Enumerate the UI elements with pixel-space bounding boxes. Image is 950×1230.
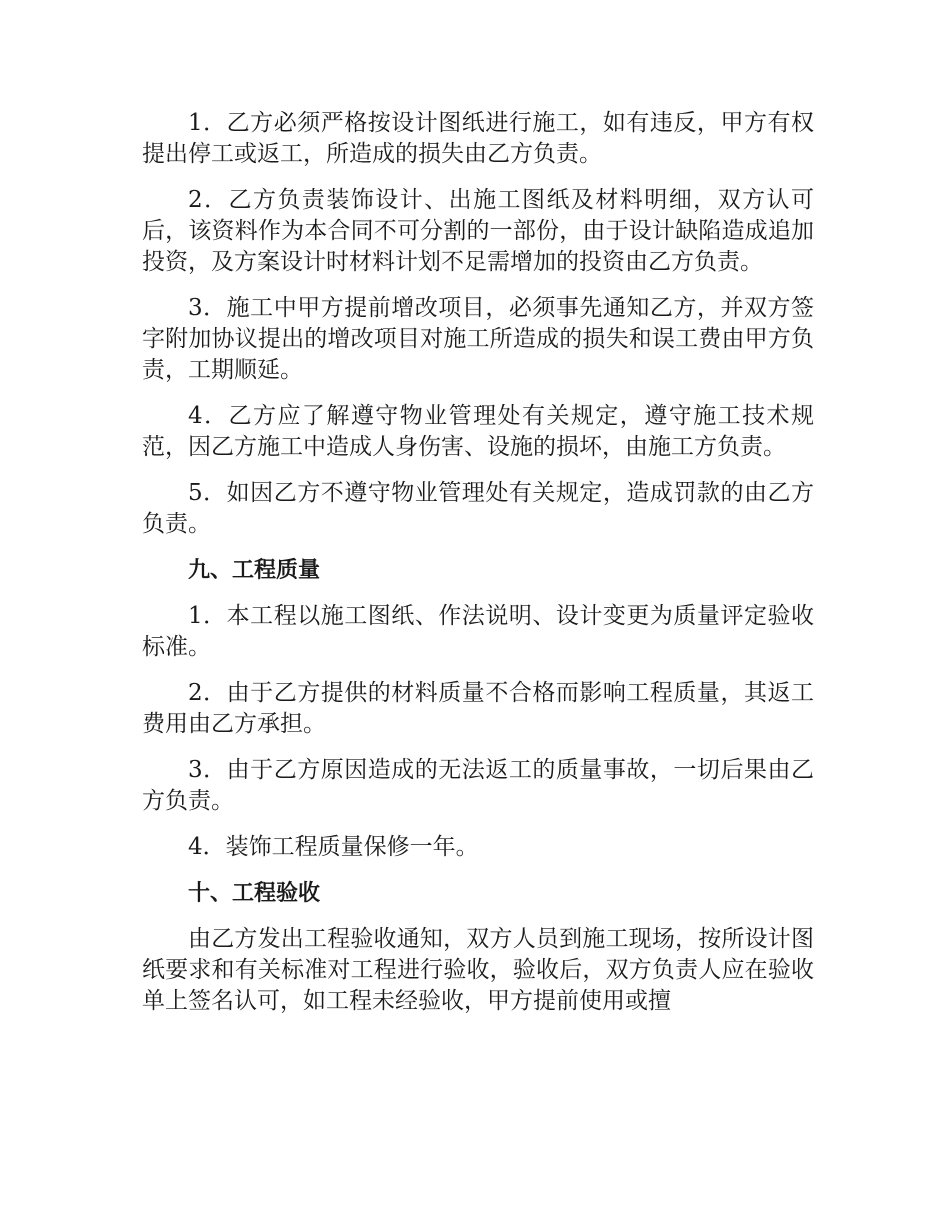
clause-9-3: 3．由于乙方原因造成的无法返工的质量事故，一切后果由乙方负责。: [142, 757, 814, 814]
clause-9-4: 4．装饰工程质量保修一年。: [188, 834, 479, 860]
clause-8-1: 1．乙方必须严格按设计图纸进行施工，如有违反，甲方有权提出停工或返工，所造成的损失由乙方负责。: [142, 110, 814, 167]
clause-9-1: 1．本工程以施工图纸、作法说明、设计变更为质量评定验收标准。: [142, 603, 814, 660]
clause-8-3: 3．施工中甲方提前增改项目，必须事先通知乙方，并双方签字附加协议提出的增改项目对施工所造成的损失和误工费由甲方负责，工期顺延。: [142, 295, 814, 383]
clause-10-body: 由乙方发出工程验收通知，双方人员到施工现场，按所设计图纸要求和有关标准对工程进行验收，验收后，双方负责人应在验收单上签名认可，如工程未经验收，甲方提前使用或擅: [142, 926, 814, 1014]
clause-8-4: 4．乙方应了解遵守物业管理处有关规定，遵守施工技术规范，因乙方施工中造成人身伤害、设施的损坏，由施工方负责。: [142, 403, 814, 460]
section-heading-acceptance: 十、工程验收: [188, 881, 321, 906]
section-heading-quality: 九、工程质量: [188, 558, 321, 583]
document-page: [142, 108, 814, 1032]
clause-9-2: 2．由于乙方提供的材料质量不合格而影响工程质量，其返工费用由乙方承担。: [142, 680, 814, 737]
clause-8-5: 5．如因乙方不遵守物业管理处有关规定，造成罚款的由乙方负责。: [142, 480, 814, 537]
clause-8-2: 2．乙方负责装饰设计、出施工图纸及材料明细，双方认可后，该资料作为本合同不可分割的一部份，由于设计缺陷造成追加投资，及方案设计时材料计划不足需增加的投资由乙方负责。: [142, 187, 814, 275]
